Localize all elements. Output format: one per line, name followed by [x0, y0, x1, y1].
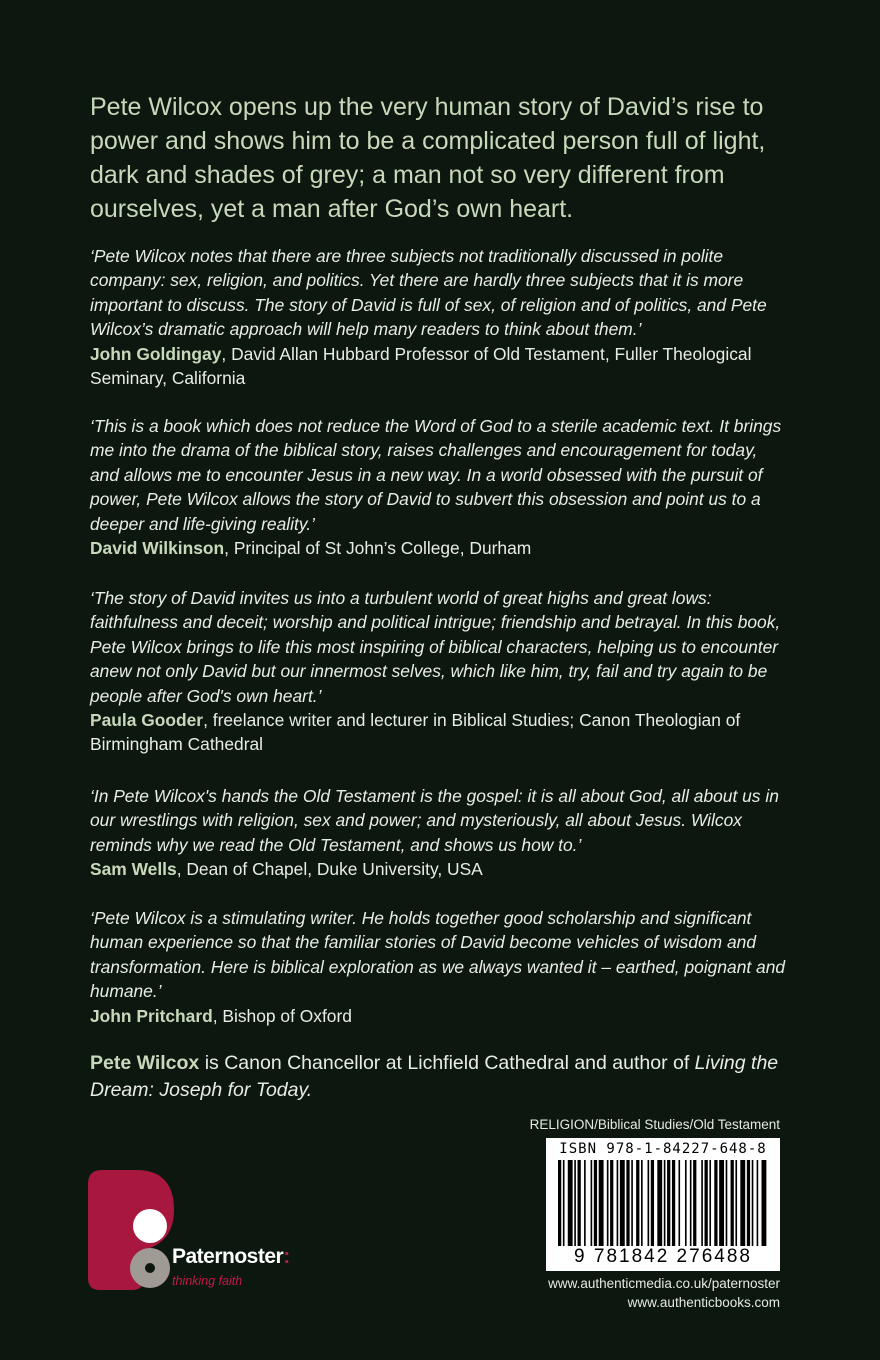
endorser-name: John Goldingay — [90, 343, 222, 364]
endorsement-attribution — [90, 1004, 790, 1028]
endorsement-quote: ‘Pete Wilcox notes that there are three subjects not traditionally discussed in polite company: sex, religion, and politics. Yet there are hardly three subjects that it is more important to discuss. The story of David is full of sex, of religion and of politics, and Pete Wilcox’s dramatic approach will help many readers to think about them.’ — [90, 246, 767, 340]
endorser-name: David Wilkinson — [90, 538, 225, 559]
author-bio-text: is Canon Chancellor at Lichfield Cathedral and author of — [199, 1052, 695, 1074]
publisher-name-text: Paternoster — [172, 1245, 284, 1268]
endorsement — [90, 414, 790, 560]
endorsement — [90, 586, 790, 757]
endorsement — [90, 244, 790, 390]
endorser-role: , David Allan Hubbard Professor of Old Testament, Fuller Theological Seminary, California — [90, 343, 752, 389]
previous-book-title: Living the Dream: Joseph for Today. — [90, 1052, 779, 1101]
endorsement-quote: ‘This is a book which does not reduce the Word of God to a sterile academic text. It brings me into the drama of the biblical story, raises challenges and encouragement for today, and allows me to encounter Jesus in a new way. In a world obsessed with the pursuit of power, Pete Wilcox allows the story of David to subvert this obsession and point us to a deeper and life-giving reality.’ — [90, 416, 782, 534]
publisher-name — [172, 1245, 290, 1269]
endorser-name: Paula Gooder — [90, 710, 204, 731]
endorser-name: John Pritchard — [90, 1005, 213, 1026]
blurb: Pete Wilcox opens up the very human story of David’s rise to power and shows him to be a complicated person full of light, dark and shades of grey; a man not so very different from ourselves, yet a man after God’s own heart. — [90, 93, 766, 223]
author-name: Pete Wilcox — [90, 1052, 200, 1074]
endorser-role: , Bishop of Oxford — [212, 1005, 352, 1026]
barcode-number: 9 781842 276488 — [574, 1246, 752, 1267]
endorser-role: , Principal of St John’s College, Durham — [224, 538, 532, 559]
publisher-colon: : — [283, 1245, 290, 1268]
endorsement — [90, 784, 790, 882]
endorsement-quote: ‘In Pete Wilcox's hands the Old Testament is the gospel: it is all about God, all about us in our wrestlings with religion, sex and power; and mysteriously, all about Jesus. Wilcox reminds why we read the Old Testament, and shows us how to.’ — [90, 786, 779, 855]
endorsement-quote: ‘Pete Wilcox is a stimulating writer. He holds together good scholarship and significant human experience so that the familiar stories of David become vehicles of wisdom and transformation. Here is biblical exploration as we always wanted it – earthed, poignant and humane.’ — [90, 908, 786, 1002]
url-paternoster[interactable]: www.authenticmedia.co.uk/paternoster — [548, 1276, 780, 1291]
endorser-name: Sam Wells — [90, 859, 177, 880]
isbn-label: ISBN 978-1-84227-648-8 — [559, 1141, 767, 1157]
url-authenticbooks[interactable]: www.authenticbooks.com — [627, 1295, 780, 1310]
endorser-role: , freelance writer and lecturer in Biblical Studies; Canon Theologian of Birmingham Cathedral — [90, 710, 741, 755]
paternoster-logo-icon — [88, 1170, 178, 1292]
endorsement-quote: ‘The story of David invites us into a turbulent world of great highs and great lows: faithfulness and deceit; worship and political intrigue; friendship and betrayal. In this book, Pete Wilcox brings to life this most inspiring of biblical characters, helping us to encounter anew not only David but our innermost selves, which like him, try, fail and try again to be people after God's own heart.’ — [90, 588, 781, 706]
barcode-bars — [558, 1160, 768, 1246]
endorser-role: , Dean of Chapel, Duke University, USA — [176, 859, 483, 880]
category-label: RELIGION/Biblical Studies/Old Testament — [529, 1117, 780, 1132]
endorsement-attribution — [90, 708, 790, 757]
author-bio — [90, 1050, 790, 1104]
publisher-tagline: thinking faith — [172, 1274, 243, 1288]
endorsement — [90, 906, 790, 1028]
endorsement-attribution — [90, 342, 790, 391]
barcode — [546, 1138, 780, 1271]
endorsement-attribution — [90, 536, 790, 560]
publisher-urls — [548, 1274, 780, 1312]
endorsement-attribution — [90, 857, 790, 881]
